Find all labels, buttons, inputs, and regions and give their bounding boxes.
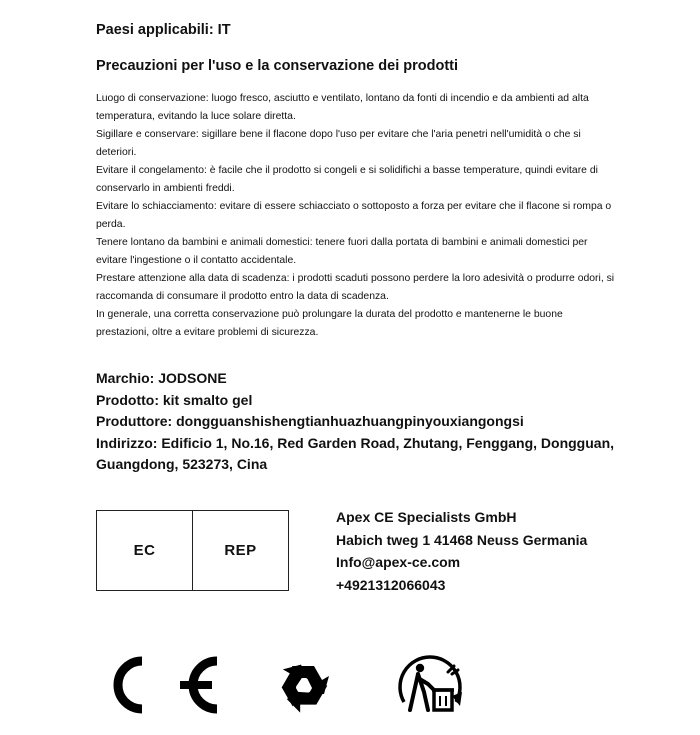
- ec-rep-box: [96, 510, 289, 591]
- representative-email: Info@apex-ce.com: [336, 554, 461, 570]
- tidyman-disposal-icon: [400, 657, 462, 710]
- paragraph-general: In generale, una corretta conservazione può prolungare la durata del prodotto e mantenerne le buone prestazioni, oltre a evitare problemi di sicurezza.: [96, 309, 563, 338]
- product-info: [96, 368, 636, 476]
- paragraph-storage-place: Luogo di conservazione: luogo fresco, asciutto e ventilato, lontano da fonti di incendio e da ambienti ad alta temperatura, evitando la luce solare diretta.: [96, 93, 589, 122]
- precautions-title: Precauzioni per l'uso e la conservazione dei prodotti: [96, 58, 459, 74]
- product-line: Prodotto: kit smalto gel: [96, 391, 253, 408]
- representative-name: Apex CE Specialists GmbH: [336, 509, 517, 525]
- paragraph-crushing: Evitare lo schiacciamento: evitare di essere schiacciato o sottoposto a forza per evitare che il flacone si rompa o perda.: [96, 201, 612, 230]
- eu-representative: [336, 506, 587, 596]
- address-line-2: Guangdong, 523273, Cina: [96, 456, 268, 472]
- paragraph-seal: Sigillare e conservare: sigillare bene il flacone dopo l'uso per evitare che l'aria penetri nell'umidità o che si deteriori.: [96, 129, 581, 158]
- paragraph-children: Tenere lontano da bambini e animali domestici: tenere fuori dalla portata di bambini e animali domestici per evitare l'ingestione o il contatto accidentale.: [96, 237, 588, 266]
- ec-cell: EC: [133, 542, 156, 559]
- applicable-countries: Paesi applicabili: IT: [96, 22, 231, 38]
- compliance-marks: [96, 648, 496, 724]
- address-line-1: Indirizzo: Edificio 1, No.16, Red Garden Road, Zhutang, Fenggang, Dongguan,: [96, 434, 615, 451]
- rep-cell: REP: [192, 511, 288, 590]
- representative-address: Habich tweg 1 41468 Neuss Germania: [336, 531, 588, 548]
- manufacturer-line: Produttore: dongguanshishengtianhuazhuangpinyouxiangongsi: [96, 413, 524, 429]
- paragraph-freezing: Evitare il congelamento: è facile che il prodotto si congeli e si solidifichi a basse temperature, quindi evitare di conservarlo in ambienti freddi.: [96, 165, 598, 194]
- recycle-icon: [274, 660, 329, 717]
- precautions-text: [96, 90, 616, 342]
- paragraph-expiry: Prestare attenzione alla data di scadenza: i prodotti scaduti possono perdere la loro adesività o produrre odori, si raccomanda di consumare il prodotto entro la data di scadenza.: [96, 273, 615, 302]
- brand-line: Marchio: JODSONE: [96, 370, 227, 386]
- ce-mark-icon: [118, 661, 217, 709]
- representative-phone: +4921312066043: [336, 576, 446, 593]
